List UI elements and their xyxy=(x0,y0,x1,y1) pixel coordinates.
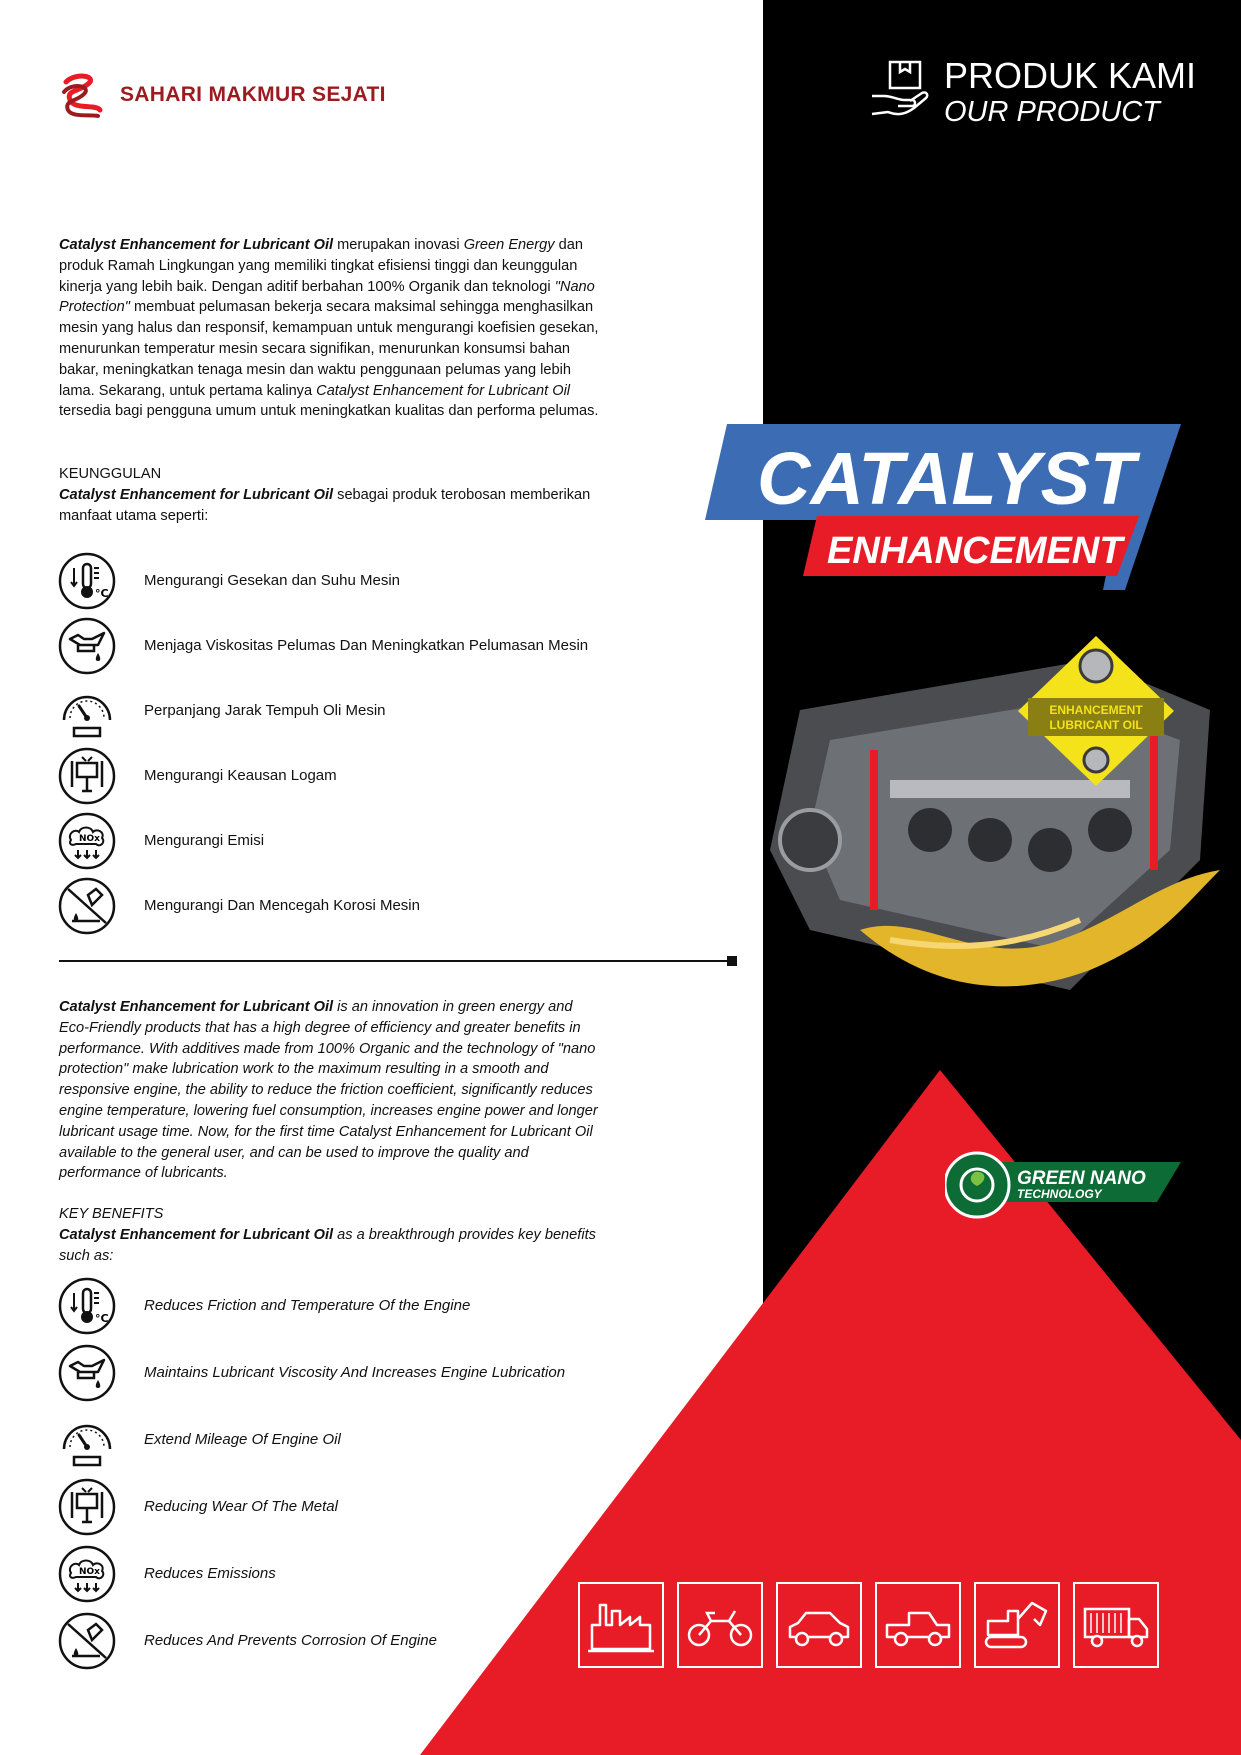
intro-green: Green Energy xyxy=(463,237,555,253)
product-logo-line2: ENHANCEMENT xyxy=(827,530,1123,572)
list-item xyxy=(58,1339,618,1406)
application-tile xyxy=(974,1582,1060,1668)
no-corrosion-icon xyxy=(58,1612,116,1670)
benefit-label: Maintains Lubricant Viscosity And Increases Engine Lubrication xyxy=(144,1364,566,1381)
nox-emission-icon xyxy=(58,812,116,870)
product-logo-banner xyxy=(705,424,1185,594)
badge-line2: LUBRICANT OIL xyxy=(1049,718,1143,732)
application-icons xyxy=(578,1582,1159,1668)
intro-text-a: merupakan inovasi xyxy=(333,237,464,253)
benefits-intro-en xyxy=(59,1225,619,1267)
lubricant-oil-badge xyxy=(1018,636,1174,786)
list-item xyxy=(58,1406,618,1473)
application-tile xyxy=(776,1582,862,1668)
oil-can-icon xyxy=(58,1344,116,1402)
benefit-label: Mengurangi Gesekan dan Suhu Mesin xyxy=(144,572,400,589)
list-item xyxy=(58,1272,618,1339)
company-name: SAHARI MAKMUR SEJATI xyxy=(120,83,386,106)
intro-text-en: is an innovation in green energy and Eco-Friendly products that has a high degree of efficiency and greater benefits in performance. With additives made from 100% Organic and the technology of "nano protection" make lubrication work to the maximum resulting in a smooth and responsive engine, the ability to reduce the friction coefficient, significantly reduces engine temperature, lowering fuel consumption, increases engine power and longer lubricant usage time. Now, for the first time Catalyst Enhancement for Lubricant Oil available to the general user, and can be used to improve the quality and performance of lubricants. xyxy=(59,999,598,1182)
list-item xyxy=(58,808,618,873)
divider-end-marker xyxy=(727,956,737,966)
speedometer-icon xyxy=(58,1411,116,1469)
benefit-label: Menjaga Viskositas Pelumas Dan Meningkatkan Pelumasan Mesin xyxy=(144,637,589,654)
benefits-lead: Catalyst Enhancement for Lubricant Oil xyxy=(59,486,334,503)
intro-paragraph-en xyxy=(59,997,599,1184)
intro-text-c: membuat pelumasan bekerja secara maksimal sehingga menghasilkan mesin yang halus dan responsif, kemampuan untuk mengurangi koefisien gesekan, menurunkan temperatur mesin secara signifikan, menurunkan konsumsi bahan bakar, meningkatkan tenaga mesin dan waktu penggunaan pelumas yang lebih lama. Sekarang, untuk pertama kalinya xyxy=(59,299,599,399)
benefits-intro xyxy=(59,485,619,527)
motorcycle-icon xyxy=(685,1595,755,1655)
list-item xyxy=(58,1607,618,1674)
benefit-label: Reduces And Prevents Corrosion Of Engine xyxy=(144,1632,437,1649)
section-divider xyxy=(59,960,733,962)
benefit-label: Mengurangi Emisi xyxy=(144,832,265,849)
s-ribbon-logo xyxy=(58,70,106,120)
hand-box-icon xyxy=(868,56,930,118)
nano-line2: TECHNOLOGY xyxy=(1017,1187,1102,1201)
svg-text:NOx: NOx xyxy=(79,1566,100,1577)
benefit-label: Reduces Friction and Temperature Of the Engine xyxy=(144,1297,471,1314)
green-nano-badge xyxy=(945,1150,1181,1220)
product-logo-line1: CATALYST xyxy=(757,437,1136,520)
excavator-icon xyxy=(982,1595,1052,1655)
page-title: PRODUK KAMI xyxy=(944,55,1197,96)
oil-can-icon xyxy=(58,617,116,675)
benefit-label: Extend Mileage Of Engine Oil xyxy=(144,1431,341,1448)
benefit-label: Reduces Emissions xyxy=(144,1565,276,1582)
badge-line1: ENHANCEMENT xyxy=(1049,703,1143,717)
benefit-label: Perpanjang Jarak Tempuh Oli Mesin xyxy=(144,702,386,719)
benefits-heading: KEUNGGULAN xyxy=(59,466,162,482)
product-header xyxy=(868,56,1196,128)
company-logo xyxy=(58,70,386,120)
application-tile xyxy=(1073,1582,1159,1668)
intro-lead: Catalyst Enhancement for Lubricant Oil xyxy=(59,237,334,253)
intro-text-d: tersedia bagi pengguna umum untuk meningkatkan kualitas dan performa pelumas. xyxy=(59,403,599,420)
thermometer-icon xyxy=(58,1277,116,1335)
car-icon xyxy=(784,1595,854,1655)
no-corrosion-icon xyxy=(58,877,116,935)
intro-lead-en: Catalyst Enhancement for Lubricant Oil xyxy=(59,999,334,1015)
list-item xyxy=(58,1540,618,1607)
pickup-truck-icon xyxy=(883,1595,953,1655)
thermometer-icon xyxy=(58,552,116,610)
application-tile xyxy=(875,1582,961,1668)
svg-text:°C: °C xyxy=(95,1311,109,1325)
benefit-label: Mengurangi Keausan Logam xyxy=(144,767,337,784)
nano-line1: GREEN NANO xyxy=(1017,1168,1146,1189)
intro-product: Catalyst Enhancement for Lubricant Oil xyxy=(316,382,571,399)
benefit-label: Reducing Wear Of The Metal xyxy=(144,1498,338,1515)
cargo-truck-icon xyxy=(1081,1595,1151,1655)
intro-paragraph-id xyxy=(59,235,599,422)
benefits-intro-text: sebagai produk terobosan memberikan manfaat utama seperti: xyxy=(59,486,591,524)
svg-text:°C: °C xyxy=(95,586,109,600)
intro-nano: "Nano Protection" xyxy=(59,278,595,316)
benefits-section-en xyxy=(59,1204,619,1266)
benefits-list-en xyxy=(58,1272,618,1674)
benefits-lead-en: Catalyst Enhancement for Lubricant Oil xyxy=(59,1226,334,1243)
benefits-section-id xyxy=(59,464,619,526)
piston-icon xyxy=(58,747,116,805)
list-item xyxy=(58,548,618,613)
list-item xyxy=(58,743,618,808)
nox-emission-icon xyxy=(58,1545,116,1603)
benefits-list-id xyxy=(58,548,618,938)
benefits-intro-text-en: as a breakthrough provides key benefits such as: xyxy=(59,1226,596,1264)
application-tile xyxy=(677,1582,763,1668)
svg-text:NOx: NOx xyxy=(79,833,100,844)
list-item xyxy=(58,1473,618,1540)
benefit-label: Mengurangi Dan Mencegah Korosi Mesin xyxy=(144,897,420,914)
factory-icon xyxy=(586,1595,656,1655)
list-item xyxy=(58,678,618,743)
speedometer-icon xyxy=(58,682,116,740)
application-tile xyxy=(578,1582,664,1668)
list-item xyxy=(58,613,618,678)
list-item xyxy=(58,873,618,938)
piston-icon xyxy=(58,1478,116,1536)
page-subtitle: OUR PRODUCT xyxy=(944,96,1160,128)
benefits-heading-en: KEY BENEFITS xyxy=(59,1206,164,1222)
intro-text-b: dan produk Ramah Lingkungan yang memiliki tingkat efisiensi tinggi dan keunggulan kinerja yang lebih baik. Dengan aditif berbahan 100% Organik dan teknologi xyxy=(59,237,583,295)
